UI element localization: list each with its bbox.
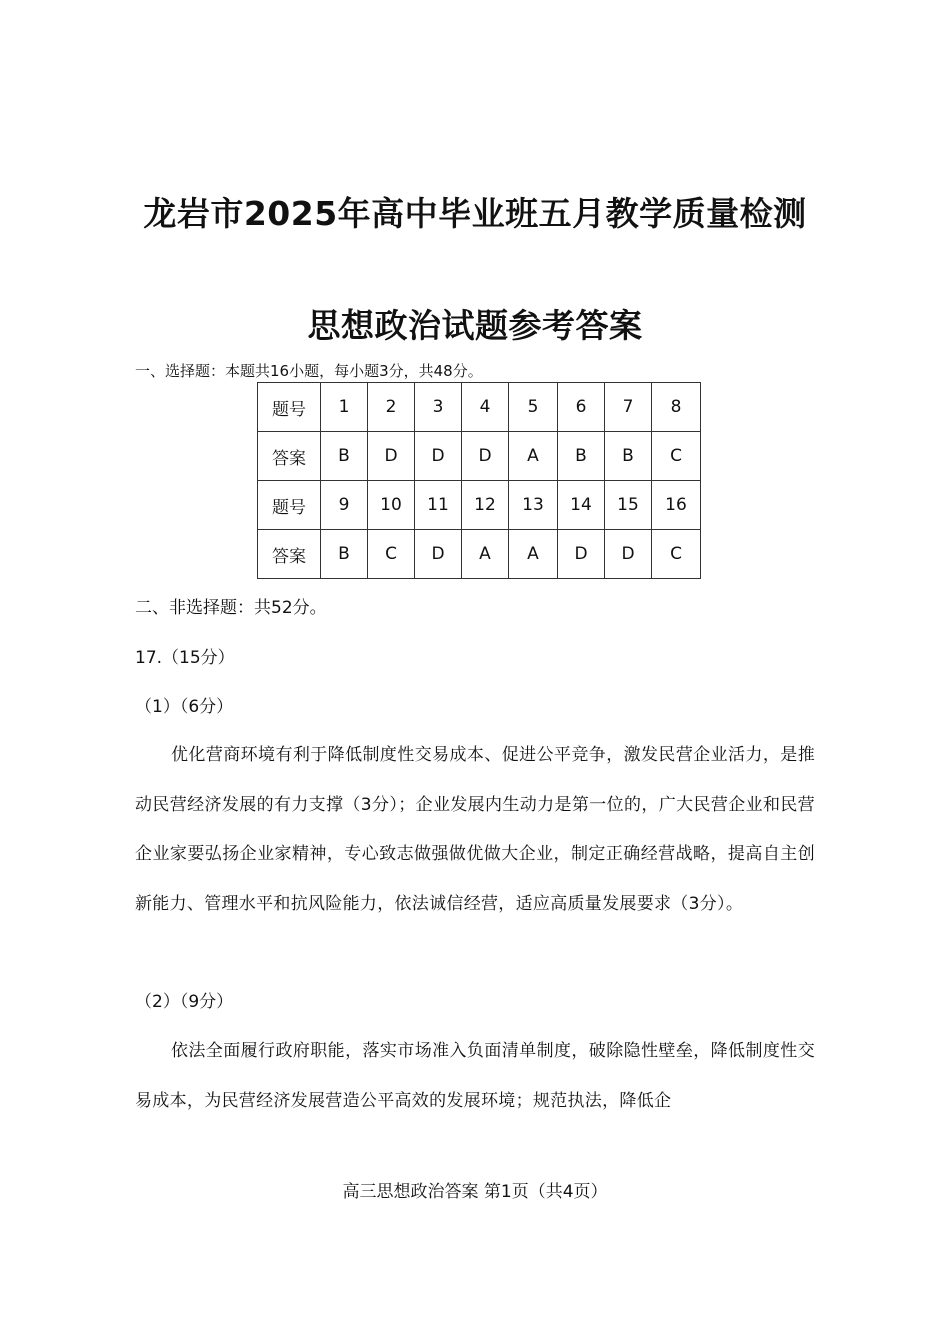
table-cell: 7 — [605, 383, 652, 432]
section2-heading: 二、非选择题：共52分。 — [135, 598, 327, 618]
table-cell: 3 — [415, 383, 462, 432]
table-cell: 8 — [652, 383, 701, 432]
row-label-number: 题号 — [258, 481, 321, 530]
table-cell: 11 — [415, 481, 462, 530]
table-cell: A — [509, 432, 558, 481]
table-cell: C — [652, 432, 701, 481]
row-label-number: 题号 — [258, 383, 321, 432]
table-cell: B — [321, 530, 368, 579]
table-cell: 12 — [462, 481, 509, 530]
document-subtitle: 思想政治试题参考答案 — [307, 306, 643, 345]
table-cell: A — [462, 530, 509, 579]
part2-answer-text: 依法全面履行政府职能，落实市场准入负面清单制度，破除隐性壁垒，降低制度性交易成本，为民营经济发展营造公平高效的发展环境；规范执法，降低企 — [135, 1041, 815, 1111]
table-cell: 9 — [321, 481, 368, 530]
table-cell: D — [368, 432, 415, 481]
section1-heading: 一、选择题：本题共16小题，每小题3分，共48分。 — [135, 362, 483, 380]
table-cell: D — [605, 530, 652, 579]
row-label-answer: 答案 — [258, 432, 321, 481]
answer-table — [257, 382, 701, 579]
table-cell: B — [605, 432, 652, 481]
table-cell: 15 — [605, 481, 652, 530]
row-label-answer: 答案 — [258, 530, 321, 579]
table-cell: 1 — [321, 383, 368, 432]
table-cell: 4 — [462, 383, 509, 432]
page-footer: 高三思想政治答案 第1页（共4页） — [342, 1182, 608, 1202]
table-cell: 5 — [509, 383, 558, 432]
table-cell: 13 — [509, 481, 558, 530]
table-row — [258, 432, 701, 481]
table-cell: 2 — [368, 383, 415, 432]
table-cell: C — [368, 530, 415, 579]
part1-answer-text: 优化营商环境有利于降低制度性交易成本、促进公平竞争，激发民营企业活力，是推动民营经济发展的有力支撑（3分）；企业发展内生动力是第一位的，广大民营企业和民营企业家要弘扬企业家精神，专心致志做强做优做大企业，制定正确经营战略，提高自主创新能力、管理水平和抗风险能力，依法诚信经营，适应高质量发展要求（3分）。 — [135, 745, 815, 914]
table-cell: 10 — [368, 481, 415, 530]
document-title: 龙岩市2025年高中毕业班五月教学质量检测 — [143, 194, 807, 233]
table-row — [258, 481, 701, 530]
table-cell: D — [415, 530, 462, 579]
part1-label: （1）（6分） — [135, 697, 234, 717]
table-cell: B — [558, 432, 605, 481]
table-cell: C — [652, 530, 701, 579]
table-cell: A — [509, 530, 558, 579]
table-cell: D — [415, 432, 462, 481]
table-cell: 14 — [558, 481, 605, 530]
question-17-heading: 17.（15分） — [135, 648, 235, 668]
table-cell: D — [558, 530, 605, 579]
table-cell: 6 — [558, 383, 605, 432]
table-cell: 16 — [652, 481, 701, 530]
table-cell: B — [321, 432, 368, 481]
table-row — [258, 530, 701, 579]
part2-label: （2）（9分） — [135, 992, 234, 1012]
table-cell: D — [462, 432, 509, 481]
table-row — [258, 383, 701, 432]
